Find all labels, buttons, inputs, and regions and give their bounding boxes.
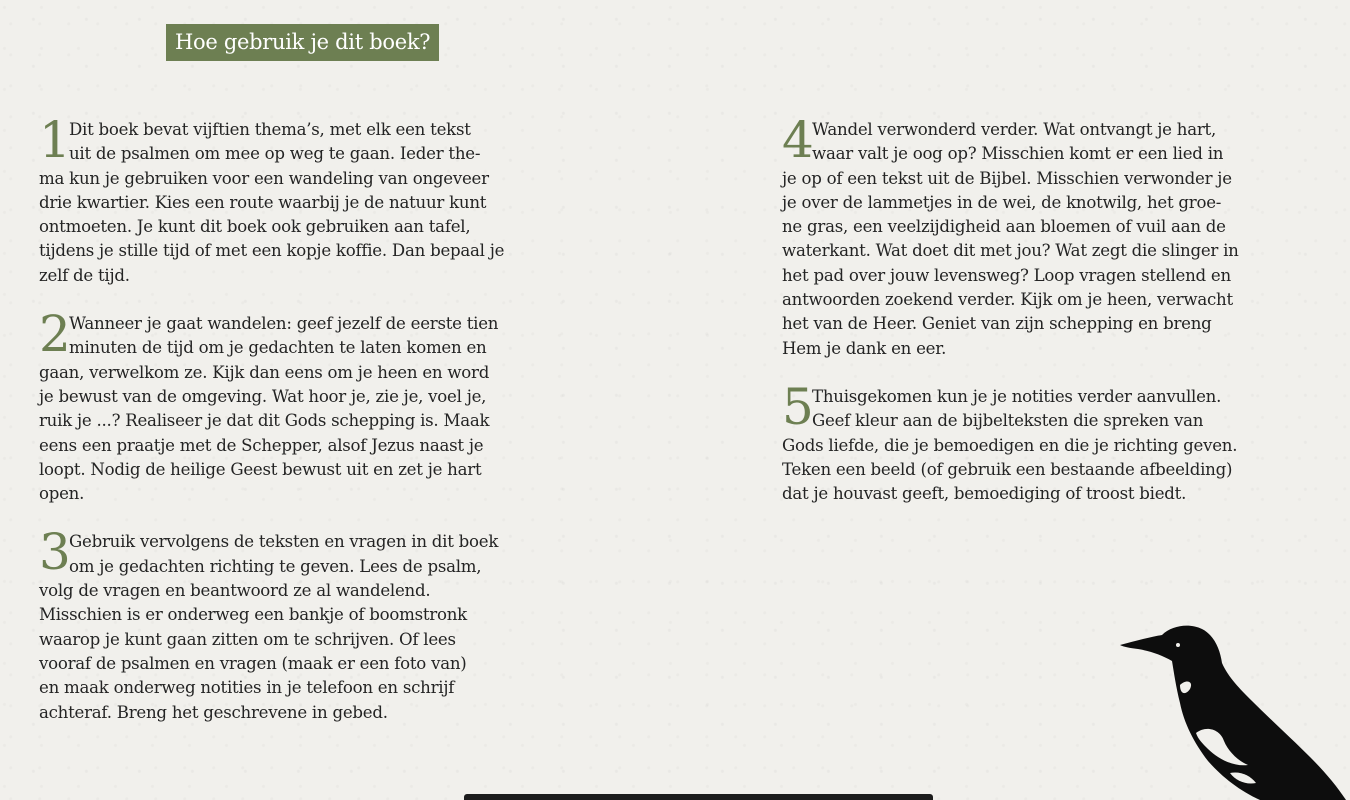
text-line: het van de Heer. Geniet van zijn schepping en breng bbox=[782, 314, 1212, 334]
paragraph-lead bbox=[39, 305, 579, 364]
text-line: ma kun je gebruiken voor een wandeling van ongeveer bbox=[39, 168, 489, 188]
text-line: ontmoeten. Je kunt dit boek ook gebruiken aan tafel, bbox=[39, 217, 471, 237]
text-line: drie kwartier. Kies een route waarbij je de natuur kunt bbox=[39, 192, 487, 212]
paragraph-number: 3 bbox=[39, 523, 71, 582]
bottom-bar bbox=[464, 794, 933, 800]
text-line: Gebruik vervolgens de teksten en vragen in dit boek bbox=[69, 532, 499, 552]
paragraph-number: 1 bbox=[39, 111, 71, 169]
text-line: je op of een tekst uit de Bijbel. Misschien verwonder je bbox=[782, 168, 1232, 188]
text-line: loopt. Nodig de heilige Geest bewust uit en zet je hart bbox=[39, 459, 482, 479]
text-line: en maak onderweg notities in je telefoon en schrijf bbox=[39, 678, 455, 698]
text-line: Dit boek bevat vijftien thema’s, met elk een tekst bbox=[69, 120, 471, 139]
paragraph-2 bbox=[39, 305, 579, 506]
text-line: Wandel verwonderd verder. Wat ontvangt je hart, bbox=[812, 120, 1216, 139]
text-line: waarop je kunt gaan zitten om te schrijven. Of lees bbox=[39, 629, 456, 649]
page-title: Hoe gebruik je dit boek? bbox=[166, 24, 439, 61]
text-line: het pad over jouw levensweg? Loop vragen stellend en bbox=[782, 265, 1231, 285]
text-line: zelf de tijd. bbox=[39, 265, 130, 285]
lead-lines bbox=[812, 118, 1322, 167]
text-line: eens een praatje met de Schepper, alsof Jezus naast je bbox=[39, 435, 484, 455]
left-column bbox=[39, 111, 579, 749]
paragraph-lead bbox=[39, 111, 579, 169]
paragraph-number: 5 bbox=[782, 377, 814, 436]
text-line: ne gras, een veelzijdigheid aan bloemen of vuil aan de bbox=[782, 217, 1226, 237]
text-line: minuten de tijd om je gedachten te laten komen en bbox=[69, 338, 487, 358]
paragraph-4 bbox=[782, 111, 1322, 361]
text-line: Teken een beeld (of gebruik een bestaande afbeelding) bbox=[782, 459, 1233, 479]
lead-lines bbox=[69, 530, 579, 579]
paragraph-lead bbox=[39, 523, 579, 582]
paragraph-1 bbox=[39, 111, 579, 288]
text-line: dat je houvast geeft, bemoediging of troost biedt. bbox=[782, 484, 1187, 504]
paragraph-number: 2 bbox=[39, 305, 71, 364]
text-line: Hem je dank en eer. bbox=[782, 338, 947, 358]
text-line: waar valt je oog op? Misschien komt er een lied in bbox=[812, 144, 1224, 164]
text-line: vooraf de psalmen en vragen (maak er een foto van) bbox=[39, 653, 467, 673]
paragraph-5 bbox=[782, 377, 1322, 506]
text-line: Thuisgekomen kun je je notities verder aanvullen. bbox=[812, 386, 1222, 406]
text-line: om je gedachten richting te geven. Lees de psalm, bbox=[69, 556, 482, 576]
text-line: Geef kleur aan de bijbelteksten die spreken van bbox=[812, 411, 1204, 431]
paragraph-lead bbox=[782, 111, 1322, 169]
text-line: open. bbox=[39, 484, 85, 504]
paragraph-lead bbox=[782, 377, 1322, 436]
text-line: Misschien is er onderweg een bankje of boomstronk bbox=[39, 605, 467, 625]
text-line: antwoorden zoekend verder. Kijk om je heen, verwacht bbox=[782, 290, 1233, 310]
text-line: tijdens je stille tijd of met een kopje koffie. Dan bepaal je bbox=[39, 241, 505, 261]
text-line: uit de psalmen om mee op weg te gaan. Ieder the- bbox=[69, 144, 481, 164]
lead-lines bbox=[69, 312, 579, 361]
text-line: achteraf. Breng het geschrevene in gebed. bbox=[39, 702, 388, 722]
text-line: waterkant. Wat doet dit met jou? Wat zegt die slinger in bbox=[782, 241, 1239, 261]
bird-eye bbox=[1176, 643, 1180, 647]
right-column bbox=[782, 111, 1322, 530]
bird-illustration bbox=[1110, 615, 1350, 800]
text-line: Wanneer je gaat wandelen: geef jezelf de eerste tien bbox=[69, 314, 499, 334]
text-line: je over de lammetjes in de wei, de knotwilg, het groe- bbox=[782, 192, 1222, 212]
text-line: gaan, verwelkom ze. Kijk dan eens om je heen en word bbox=[39, 362, 490, 382]
lead-lines bbox=[69, 118, 579, 167]
text-line: je bewust van de omgeving. Wat hoor je, zie je, voel je, bbox=[39, 386, 487, 406]
text-line: ruik je ...? Realiseer je dat dit Gods schepping is. Maak bbox=[39, 411, 490, 431]
text-line: Gods liefde, die je bemoedigen en die je richting geven. bbox=[782, 435, 1238, 455]
paragraph-number: 4 bbox=[782, 111, 814, 169]
text-line: volg de vragen en beantwoord ze al wandelend. bbox=[39, 581, 431, 601]
paragraph-3 bbox=[39, 523, 579, 724]
lead-lines bbox=[812, 385, 1322, 434]
